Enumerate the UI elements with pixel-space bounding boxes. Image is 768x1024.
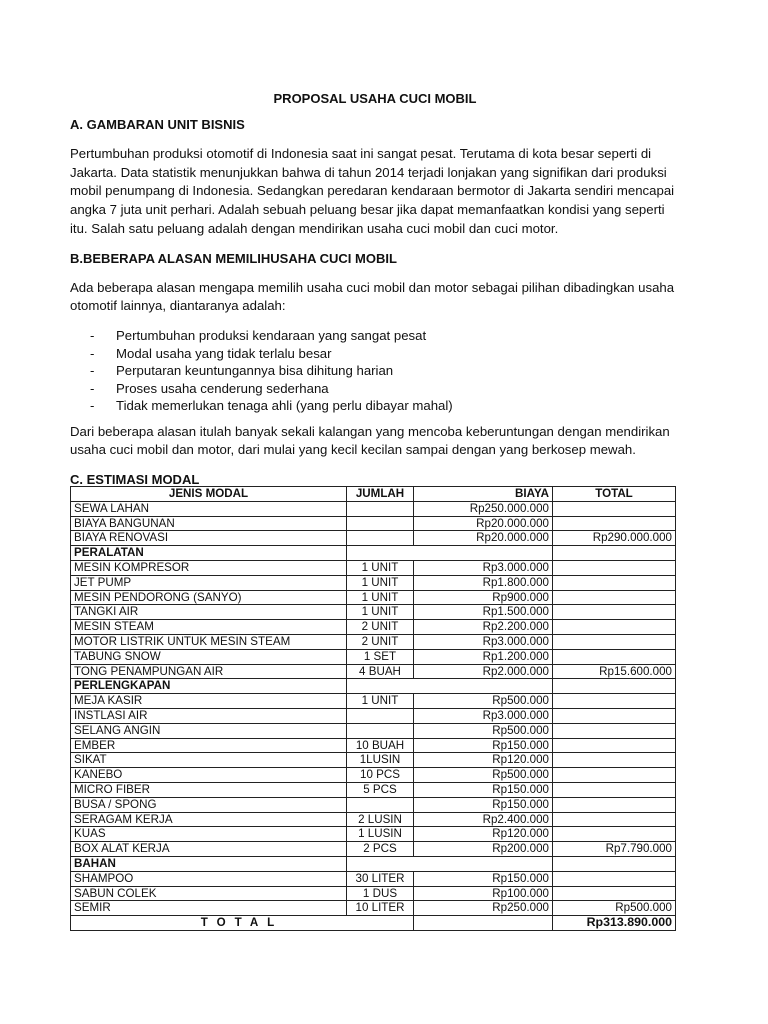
document-page: [70, 90, 680, 500]
header-jenis-modal: JENIS MODAL: [71, 487, 347, 502]
list-item: - Pertumbuhan produksi kendaraan yang sangat pesat: [70, 327, 680, 345]
item-total: [553, 827, 676, 842]
item-name: SHAMPOO: [71, 871, 347, 886]
item-total: [553, 620, 676, 635]
table-row: [71, 901, 676, 916]
item-qty: 1 LUSIN: [347, 827, 414, 842]
item-qty: 1 UNIT: [347, 590, 414, 605]
item-cost: Rp250.000.000: [414, 501, 553, 516]
item-total: [553, 634, 676, 649]
item-name: TANGKI AIR: [71, 605, 347, 620]
item-cost: Rp2.400.000: [414, 812, 553, 827]
item-qty: 2 LUSIN: [347, 812, 414, 827]
table-row: [71, 560, 676, 575]
section-row: [71, 856, 676, 871]
item-cost: Rp2.000.000: [414, 664, 553, 679]
item-total: [553, 501, 676, 516]
item-cost: Rp150.000: [414, 782, 553, 797]
item-name: SEMIR: [71, 901, 347, 916]
item-total: [553, 694, 676, 709]
capital-estimate-table: [70, 486, 676, 931]
item-name: SERAGAM KERJA: [71, 812, 347, 827]
item-name: KANEBO: [71, 768, 347, 783]
table-row: [71, 634, 676, 649]
item-name: JET PUMP: [71, 575, 347, 590]
section-name: PERALATAN: [71, 546, 347, 561]
header-total: TOTAL: [553, 487, 676, 502]
item-qty: 10 BUAH: [347, 738, 414, 753]
item-name: KUAS: [71, 827, 347, 842]
item-cost: Rp250.000: [414, 901, 553, 916]
item-qty: 1LUSIN: [347, 753, 414, 768]
item-qty: 4 BUAH: [347, 664, 414, 679]
item-name: MESIN KOMPRESOR: [71, 560, 347, 575]
item-cost: Rp1.800.000: [414, 575, 553, 590]
item-total: [553, 753, 676, 768]
item-qty: 1 UNIT: [347, 575, 414, 590]
item-total: Rp7.790.000: [553, 842, 676, 857]
item-qty: [347, 516, 414, 531]
item-cost: Rp1.200.000: [414, 649, 553, 664]
table-row: [71, 664, 676, 679]
item-cost: Rp150.000: [414, 738, 553, 753]
item-cost: Rp500.000: [414, 723, 553, 738]
section-a-paragraph: Pertumbuhan produksi otomotif di Indonesia saat ini sangat pesat. Terutama di kota besar seperti di Jakarta. Data statistik menunjukkan bahwa di tahun 2014 terjadi lonjakan yang signifikan dari produksi mobil penumpang di Indonesia. Sedangkan peredaran kendaraan bermotor di Jakarta sendiri mencapai angka 7 juta unit perhari. Adalah sebuah peluang besar jika dapat memanfaatkan kondisi yang seperti itu. Salah satu peluang adalah dengan mendirikan usaha cuci mobil dan cuci motor.: [70, 145, 675, 236]
table-row: [71, 649, 676, 664]
item-cost: Rp150.000: [414, 797, 553, 812]
item-cost: Rp3.000.000: [414, 634, 553, 649]
item-total: [553, 782, 676, 797]
item-qty: [347, 723, 414, 738]
item-total: [553, 886, 676, 901]
item-qty: 10 LITER: [347, 901, 414, 916]
item-name: MESIN STEAM: [71, 620, 347, 635]
item-total: [553, 723, 676, 738]
section-row: [71, 546, 676, 561]
grand-total-label: TOTAL: [200, 916, 284, 930]
table-row: [71, 516, 676, 531]
item-total: [553, 590, 676, 605]
item-name: SIKAT: [71, 753, 347, 768]
item-name: MICRO FIBER: [71, 782, 347, 797]
item-name: BIAYA RENOVASI: [71, 531, 347, 546]
item-total: [553, 708, 676, 723]
table-row: [71, 738, 676, 753]
item-cost: Rp20.000.000: [414, 531, 553, 546]
item-total: [553, 812, 676, 827]
item-name: EMBER: [71, 738, 347, 753]
item-name: SELANG ANGIN: [71, 723, 347, 738]
item-cost: Rp1.500.000: [414, 605, 553, 620]
table-row: [71, 708, 676, 723]
item-qty: 1 SET: [347, 649, 414, 664]
header-jumlah: JUMLAH: [347, 487, 414, 502]
table-row: [71, 812, 676, 827]
item-name: MEJA KASIR: [71, 694, 347, 709]
table-row: [71, 768, 676, 783]
item-name: MESIN PENDORONG (SANYO): [71, 590, 347, 605]
list-item: - Perputaran keuntungannya bisa dihitung harian: [70, 362, 680, 380]
table-row: [71, 620, 676, 635]
item-qty: [347, 501, 414, 516]
table-row: [71, 723, 676, 738]
item-name: BIAYA BANGUNAN: [71, 516, 347, 531]
list-item: - Modal usaha yang tidak terlalu besar: [70, 345, 680, 363]
item-cost: Rp100.000: [414, 886, 553, 901]
item-name: SABUN COLEK: [71, 886, 347, 901]
list-item: - Tidak memerlukan tenaga ahli (yang perlu dibayar mahal): [70, 397, 680, 415]
list-item: - Proses usaha cenderung sederhana: [70, 380, 680, 398]
item-name: BOX ALAT KERJA: [71, 842, 347, 857]
item-qty: 30 LITER: [347, 871, 414, 886]
table-row: [71, 753, 676, 768]
section-row: [71, 679, 676, 694]
item-cost: Rp150.000: [414, 871, 553, 886]
item-qty: 5 PCS: [347, 782, 414, 797]
table-row: [71, 827, 676, 842]
item-name: TABUNG SNOW: [71, 649, 347, 664]
item-total: [553, 871, 676, 886]
section-b-intro: Ada beberapa alasan mengapa memilih usaha cuci mobil dan motor sebagai pilihan dibadingkan usaha otomotif lainnya, diantaranya adalah:: [70, 279, 675, 314]
item-cost: Rp2.200.000: [414, 620, 553, 635]
reasons-list: [70, 327, 680, 415]
item-total: Rp15.600.000: [553, 664, 676, 679]
table-row: [71, 501, 676, 516]
table-row: [71, 782, 676, 797]
item-cost: Rp900.000: [414, 590, 553, 605]
item-qty: 2 UNIT: [347, 620, 414, 635]
item-qty: [347, 531, 414, 546]
item-total: Rp500.000: [553, 901, 676, 916]
table-row: [71, 842, 676, 857]
table-row: [71, 694, 676, 709]
table-row: [71, 575, 676, 590]
item-total: Rp290.000.000: [553, 531, 676, 546]
item-name: TONG PENAMPUNGAN AIR: [71, 664, 347, 679]
section-a-heading: A. GAMBARAN UNIT BISNIS: [70, 117, 245, 132]
section-c-heading: C. ESTIMASI MODAL: [70, 472, 200, 488]
item-total: [553, 649, 676, 664]
item-name: BUSA / SPONG: [71, 797, 347, 812]
item-cost: Rp500.000: [414, 768, 553, 783]
item-name: MOTOR LISTRIK UNTUK MESIN STEAM: [71, 634, 347, 649]
item-cost: Rp120.000: [414, 753, 553, 768]
item-cost: Rp120.000: [414, 827, 553, 842]
item-qty: 2 PCS: [347, 842, 414, 857]
item-cost: Rp20.000.000: [414, 516, 553, 531]
item-total: [553, 768, 676, 783]
section-b-heading: B.BEBERAPA ALASAN MEMILIHUSAHA CUCI MOBIL: [70, 250, 397, 266]
item-qty: 10 PCS: [347, 768, 414, 783]
item-total: [553, 516, 676, 531]
item-qty: 1 UNIT: [347, 694, 414, 709]
item-total: [553, 738, 676, 753]
table-row: [71, 531, 676, 546]
table-row: [71, 797, 676, 812]
item-cost: Rp200.000: [414, 842, 553, 857]
table-header-row: [71, 487, 676, 502]
item-total: [553, 575, 676, 590]
item-cost: Rp3.000.000: [414, 560, 553, 575]
table-row: [71, 605, 676, 620]
item-total: [553, 605, 676, 620]
item-qty: [347, 708, 414, 723]
item-qty: 1 UNIT: [347, 560, 414, 575]
item-qty: [347, 797, 414, 812]
item-total: [553, 797, 676, 812]
item-name: SEWA LAHAN: [71, 501, 347, 516]
item-qty: 1 UNIT: [347, 605, 414, 620]
item-cost: Rp3.000.000: [414, 708, 553, 723]
grand-total-row: [71, 916, 676, 931]
item-qty: 2 UNIT: [347, 634, 414, 649]
header-biaya: BIAYA: [414, 487, 553, 502]
table-row: [71, 871, 676, 886]
document-title: PROPOSAL USAHA CUCI MOBIL: [273, 91, 477, 106]
section-name: PERLENGKAPAN: [71, 679, 347, 694]
table-row: [71, 886, 676, 901]
item-total: [553, 560, 676, 575]
item-name: INSTLASI AIR: [71, 708, 347, 723]
item-qty: 1 DUS: [347, 886, 414, 901]
section-name: BAHAN: [71, 856, 347, 871]
grand-total-value: Rp313.890.000: [553, 916, 676, 931]
table-row: [71, 590, 676, 605]
item-cost: Rp500.000: [414, 694, 553, 709]
section-b-closing: Dari beberapa alasan itulah banyak sekali kalangan yang mencoba keberuntungan dengan mendirikan usaha cuci mobil dan motor, dari mulai yang kecil kecilan sampai dengan yang berkosep mewah.: [70, 423, 670, 458]
